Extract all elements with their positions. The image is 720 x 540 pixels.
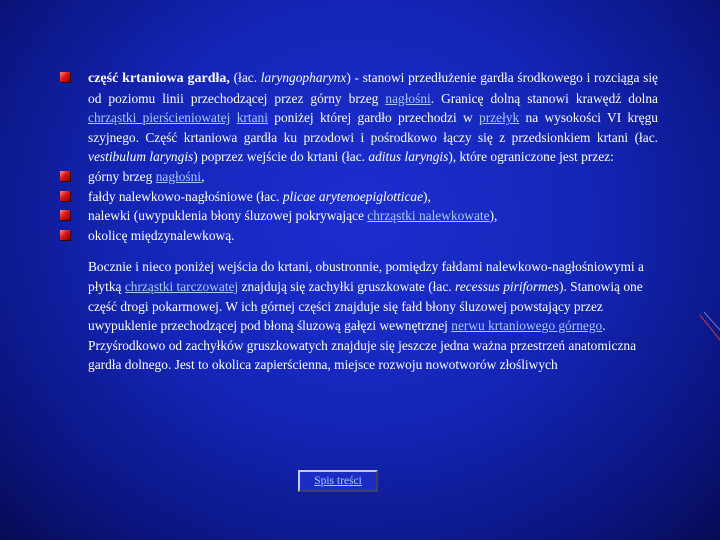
bullet-item xyxy=(58,68,658,167)
latin-term: recessus piriformes xyxy=(454,278,560,294)
link-krtani[interactable]: krtani xyxy=(236,110,268,126)
section-lead: część krtaniowa gardła, xyxy=(88,71,230,86)
text-run: , xyxy=(201,168,205,184)
text-run: ) - stanowi przedłużenie gardła środkowego i rozciąga się od poziomu linii przechodzącej przez górny brzeg xyxy=(88,70,658,106)
text-run: na wysokości VI kręgu szyjnego. Część krtaniowa gardła ku przodowi i pośrodkowo łączy się z przedsionkiem krtani (łac. xyxy=(88,110,658,145)
link-chrząstki-pierścieniowatej[interactable]: chrząstki pierścieniowatej xyxy=(88,110,231,126)
text-run: ), które ograniczone jest przez: xyxy=(448,149,614,165)
text-run: Bocznie i nieco poniżej wejścia do krtani, obustronnie, pomiędzy fałdami nalewkowo-nagłośniowymi a płytką xyxy=(88,259,644,294)
link-chrząstki-tarczowatej[interactable]: chrząstki tarczowatej xyxy=(124,278,239,294)
text-run: (łac. xyxy=(229,70,261,85)
text-run: . Granicę dolną stanowi krawędź dolna xyxy=(430,90,659,106)
bullet-square-icon xyxy=(60,171,70,181)
text-run: okolicę międzynalewkową. xyxy=(88,227,235,243)
latin-term: vestibulum laryngis xyxy=(88,149,194,165)
link-nagłośni[interactable]: nagłośni xyxy=(385,90,431,106)
bullet-square-icon xyxy=(60,191,70,201)
bullet-list xyxy=(58,68,658,245)
slide-content xyxy=(58,68,659,487)
bullet-square-icon xyxy=(60,210,70,220)
bullet-item xyxy=(58,167,658,187)
latin-term: aditus laryngis xyxy=(368,149,449,165)
bullet-item xyxy=(58,226,658,246)
link-nerwu-krtaniowego-górnego[interactable]: nerwu krtaniowego górnego xyxy=(451,318,603,334)
bullet-item xyxy=(58,206,658,226)
toc-wrap xyxy=(58,470,658,492)
text-run: ), xyxy=(489,208,498,224)
paragraph-recessus xyxy=(58,257,658,375)
text-run: fałdy nalewkowo-nagłośniowe (łac. xyxy=(88,188,283,204)
bullet-square-icon xyxy=(60,230,70,240)
text-run: ) poprzez wejście do krtani (łac. xyxy=(193,149,369,165)
text-run: ). Stanowią one część drogi pokarmowej. W ich górnej części znajduje się fałd błony śluzowej powstający przez uwypuklenie przechodzącej pod błoną śluzową gałęzi wewnętrznej xyxy=(88,278,643,334)
text-run: znajdują się zachyłki gruszkowate (łac. xyxy=(238,278,455,294)
text-run: poniżej której gardło przechodzi w xyxy=(267,110,480,126)
bullet-square-icon xyxy=(60,72,70,82)
text-run: ), xyxy=(423,188,431,204)
text-run: . Przyśrodkowo od zachyłków gruszkowatych znajduje się jeszcze jedna ważna przestrzeń anatomiczna gardła dolnego. Jest to okolica zapierścienna, miejsce rozwoju nowotworów złośliwych xyxy=(88,318,637,373)
bullet-item xyxy=(58,187,658,207)
latin-term: laryngopharynx xyxy=(260,70,347,85)
text-run: nalewki (uwypuklenia błony śluzowej pokrywające xyxy=(88,208,368,224)
latin-term: plicae arytenoepiglotticae xyxy=(282,188,424,204)
text-run: górny brzeg xyxy=(88,168,156,184)
link-chrząstki-nalewkowate[interactable]: chrząstki nalewkowate xyxy=(367,208,490,224)
link-nagłośni[interactable]: nagłośni xyxy=(155,168,202,184)
table-of-contents-button[interactable]: Spis treści xyxy=(298,470,378,492)
link-przełyk[interactable]: przełyk xyxy=(479,110,520,126)
